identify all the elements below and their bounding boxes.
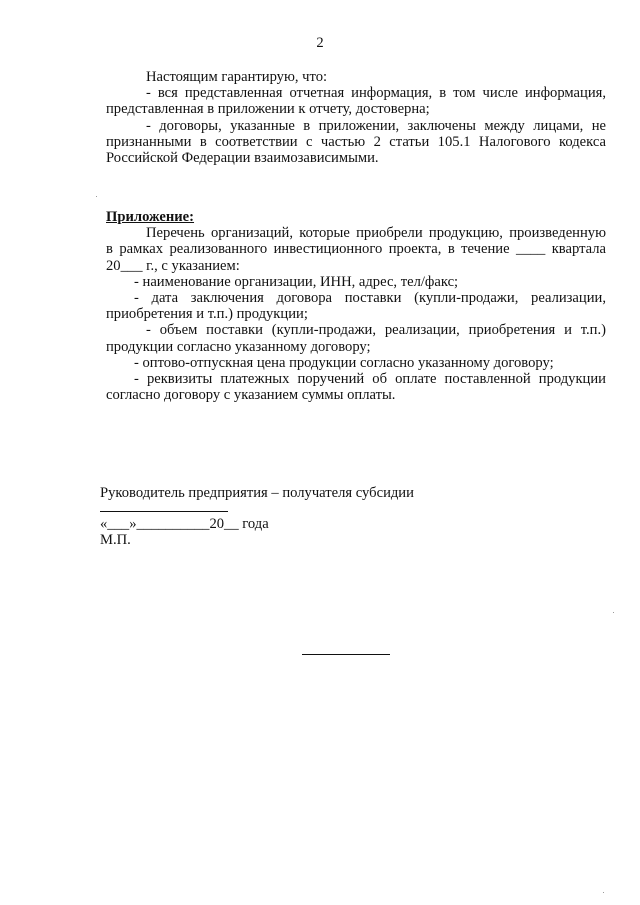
appendix-item-volume-line-1: - объем поставки (купли-продажи, реализации, приобретения и т.п.): [146, 322, 606, 339]
guarantee-item-2-line-2: признанными в соответствии с частью 2 статьи 105.1 Налогового кодекса: [106, 133, 606, 150]
signature-line: [100, 511, 228, 512]
appendix-item-volume-line-2: продукции согласно указанному договору;: [106, 338, 371, 355]
signature-section: [100, 485, 500, 549]
appendix-heading: Приложение:: [106, 209, 195, 225]
appendix-line-1: Перечень организаций, которые приобрели продукцию, произведенную: [146, 225, 606, 242]
signature-date: «___»__________20__ года: [100, 516, 269, 533]
end-of-document-rule: [302, 654, 390, 655]
appendix-item-date-line-2: приобретения и т.п.) продукции;: [106, 306, 308, 323]
signatory-title: Руководитель предприятия – получателя субсидии: [100, 485, 414, 501]
appendix-item-name: - наименование организации, ИНН, адрес, тел/факс;: [134, 273, 459, 290]
guarantee-item-1-line-2: представленная в приложении к отчету, достоверна;: [106, 101, 430, 118]
page-number: 2: [316, 35, 324, 51]
scan-speck: [603, 892, 604, 893]
guarantee-item-1-line-1: - вся представленная отчетная информация, в том числе информация,: [146, 85, 606, 102]
appendix-item-payment-line-1: - реквизиты платежных поручений об оплате поставленной продукции: [134, 370, 606, 387]
scan-speck: [96, 196, 97, 197]
guarantee-intro: Настоящим гарантирую, что:: [146, 69, 328, 85]
guarantee-item-2-line-1: - договоры, указанные в приложении, заключены между лицами, не: [146, 117, 606, 134]
stamp-placeholder: М.П.: [100, 532, 131, 549]
appendix-item-date-line-1: - дата заключения договора поставки (купли-продажи, реализации,: [134, 289, 606, 306]
appendix-item-price: - оптово-отпускная цена продукции согласно указанному договору;: [134, 354, 554, 371]
guarantee-section: [106, 69, 606, 166]
appendix-line-2: в рамках реализованного инвестиционного проекта, в течение ____ квартала: [106, 241, 606, 258]
scan-speck: [613, 612, 614, 613]
guarantee-item-2-line-3: Российской Федерации взаимозависимыми.: [106, 149, 379, 166]
appendix-line-3: 20___ г., с указанием:: [106, 257, 240, 274]
appendix-item-payment-line-2: согласно договору с указанием суммы оплаты.: [106, 387, 396, 404]
appendix-section: [106, 209, 606, 403]
